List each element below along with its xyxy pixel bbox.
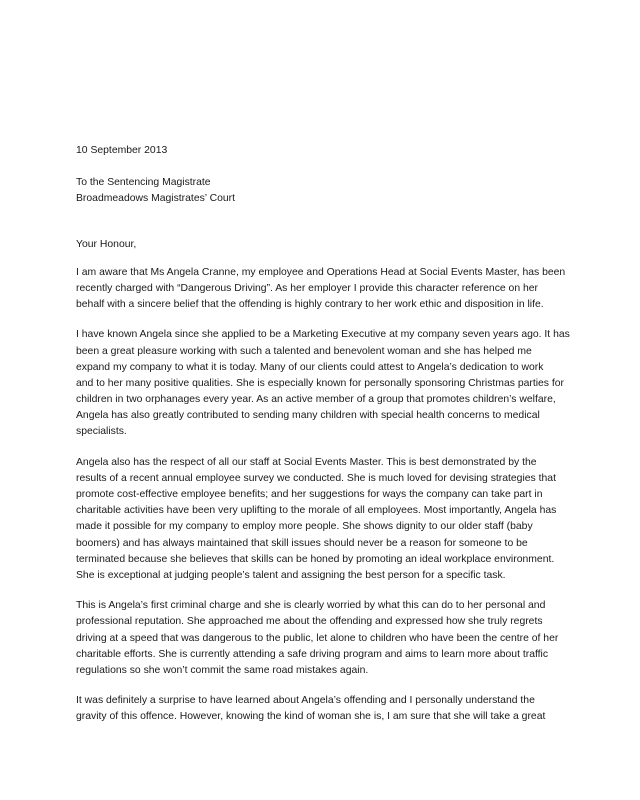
paragraph-line: regulations so she won’t commit the same road mistakes again. xyxy=(76,664,369,676)
paragraph-line: professional reputation. She approached me about the offending and expressed how she truly regrets xyxy=(76,616,543,628)
recipient-block xyxy=(76,175,574,207)
paragraph-line: It was definitely a surprise to have learned about Angela’s offending and I personally understand the xyxy=(76,695,535,707)
paragraph-line: promote cost-effective employee benefits; and her suggestions for ways the company can take part in xyxy=(76,489,543,500)
paragraph-line: charitable activities have been very uplifting to the morale of all employees. Most importantly, Angela has xyxy=(76,505,557,517)
paragraph-line: and to her many positive qualities. She is especially known for personally sponsoring Christmas parties for xyxy=(76,377,565,389)
paragraph xyxy=(76,327,574,440)
paragraph-line: behalf with a sincere belief that the offending is highly contrary to her work ethic and disposition in life. xyxy=(76,299,544,311)
paragraph-line: I have known Angela since she applied to be a Marketing Executive at my company seven years ago. It has xyxy=(76,329,570,341)
paragraph-line: made it possible for my company to employ more people. She shows dignity to our older staff (baby xyxy=(76,521,533,533)
paragraph xyxy=(76,598,574,679)
paragraph-line: I am aware that Ms Angela Cranne, my employee and Operations Head at Social Events Master, has been xyxy=(76,266,566,278)
paragraph-line: terminated because she believes that skills can be honed by promoting an ideal workplace environment. xyxy=(76,553,555,565)
recipient-line: Broadmeadows Magistrates’ Court xyxy=(76,193,236,205)
letter-date: 10 September 2013 xyxy=(76,145,168,156)
paragraph-line: boomers) and has always maintained that skill issues should never be a reason for someone to be xyxy=(76,537,528,549)
paragraph-line: Angela also has the respect of all our staff at Social Events Master. This is best demonstrated by the xyxy=(76,456,537,468)
letter-body xyxy=(76,143,574,739)
paragraph-line: specialists. xyxy=(76,426,127,438)
letter-paragraphs xyxy=(76,265,574,726)
paragraph-line: results of a recent annual employee survey we conducted. She is much loved for devising strategies that xyxy=(76,472,556,484)
paragraph xyxy=(76,455,574,585)
salutation: Your Honour, xyxy=(76,238,137,250)
paragraph-line: She is exceptional at judging people’s talent and assigning the best person for a specific task. xyxy=(76,569,506,581)
paragraph-line: Angela has also greatly contributed to sending many children with special health concerns to medical xyxy=(76,410,540,422)
paragraph xyxy=(76,265,574,314)
paragraph-line: charitable efforts. She is currently attending a safe driving program and aims to learn more about traffic xyxy=(76,648,549,660)
paragraph-line: expand my company to what it is today. Many of our clients could attest to Angela’s dedication to work xyxy=(76,361,544,373)
paragraph-line: gravity of this offence. However, knowing the kind of woman she is, I am sure that she will take a great xyxy=(76,711,546,723)
paragraph-line: driving at a speed that was dangerous to the public, let alone to children who have been the centre of her xyxy=(76,632,559,644)
paragraph-line: recently charged with “Dangerous Driving”. As her employer I provide this character reference on her xyxy=(76,282,539,294)
recipient-line: To the Sentencing Magistrate xyxy=(76,177,211,189)
paragraph-line: children in two orphanages every year. As an active member of a group that promotes children’s welfare, xyxy=(76,394,556,406)
paragraph-line: been a great pleasure working with such a talented and benevolent woman and she has helped me xyxy=(76,345,532,357)
paragraph-line: This is Angela’s first criminal charge and she is clearly worried by what this can do to her personal and xyxy=(76,600,546,612)
paragraph xyxy=(76,693,574,725)
